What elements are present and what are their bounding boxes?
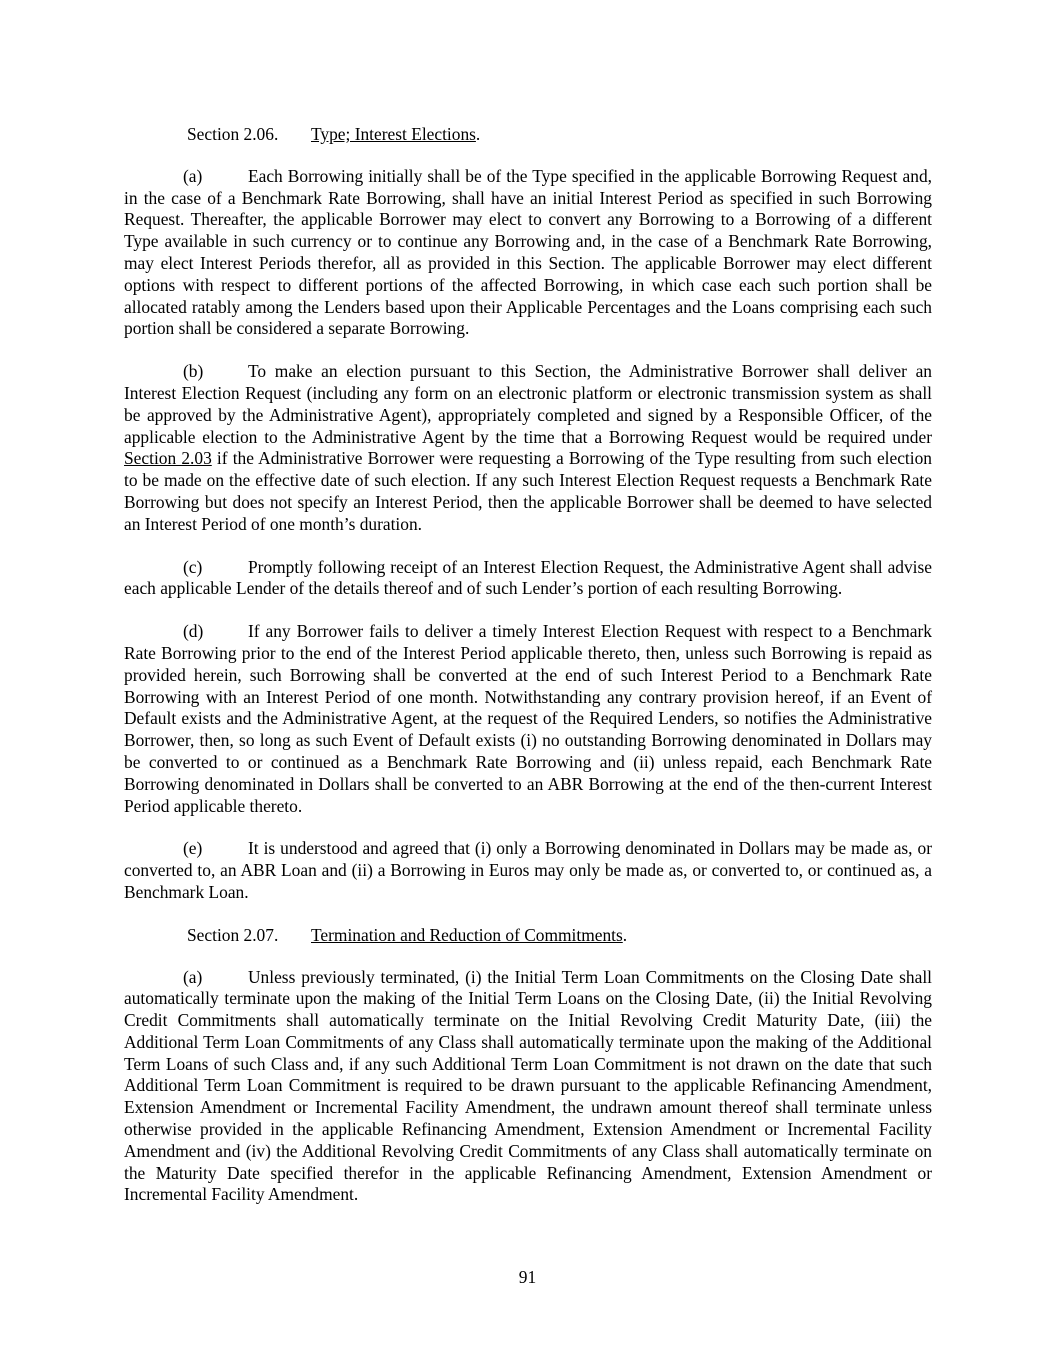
section-title: Termination and Reduction of Commitments xyxy=(311,924,623,945)
paragraph-a xyxy=(124,166,932,340)
paragraph-label: (c) xyxy=(183,556,203,577)
paragraph-text-continued: if the Administrative Borrower were requesting a Borrowing of the Type resulting from such election to be made on the effective date of such election. If any such Interest Election Request requests a Benchmark Rate Borrowing but does not specify an Interest Period, then the applicable Borrower shall be deemed to have selected an Interest Period of one month’s duration. xyxy=(124,448,932,534)
paragraph-text: If any Borrower fails to deliver a timely Interest Election Request with respect to a Benchmark Rate Borrowing prior to the end of the Interest Period applicable thereto, then, unless such Borrowing is repaid as provided herein, such Borrowing shall be converted at the end of such Interest Period to a Benchmark Rate Borrowing with an Interest Period of one month. Notwithstanding any contrary provision hereof, if an Event of Default exists and the Administrative Agent, at the request of the Required Lenders, so notifies the Administrative Borrower, then, so long as such Event of Default exists (i) no outstanding Borrowing denominated in Dollars may be converted to or continued as a Benchmark Rate Borrowing and (ii) unless repaid, each Benchmark Rate Borrowing denominated in Dollars shall be converted to an ABR Borrowing at the end of the then-current Interest Period applicable thereto. xyxy=(124,621,932,816)
section-2-07-heading xyxy=(124,925,932,947)
page-number: 91 xyxy=(518,1267,537,1287)
paragraph-text: Unless previously terminated, (i) the Initial Term Loan Commitments on the Closing Date shall automatically terminate upon the making of the Initial Term Loans on the Closing Date, (ii) the Initial Revolving Credit Commitments shall automatically terminate on the Initial Revolving Credit Maturity Date, (iii) the Additional Term Loan Commitments of any Class shall automatically terminate upon the making of the Additional Term Loans of such Class and, if any such Additional Term Loan Commitment is not drawn on the date that such Additional Term Loan Commitment is required to be drawn pursuant to the applicable Refinancing Amendment, Extension Amendment or Incremental Facility Amendment, the undrawn amount thereof shall terminate unless otherwise provided in the applicable Refinancing Amendment, Extension Amendment or Incremental Facility Amendment and (iv) the Additional Revolving Credit Commitments of any Class shall automatically terminate on the Maturity Date specified therefor in the applicable Refinancing Amendment, Extension Amendment or Incremental Facility Amendment. xyxy=(124,966,932,1205)
section-title-period: . xyxy=(622,924,628,945)
paragraph-label: (a) xyxy=(183,966,203,987)
paragraph-text: Promptly following receipt of an Interest Election Request, the Administrative Agent shall advise each applicable Lender of the details thereof and of such Lender’s portion of each resulting Borrowing. xyxy=(124,556,932,599)
paragraph-text: To make an election pursuant to this Section, the Administrative Borrower shall deliver an Interest Election Request (including any form on an electronic platform or electronic transmission system as shall be approved by the Administrative Agent), appropriately completed and signed by a Responsible Officer, of the applicable election to the Administrative Agent by the time that a Borrowing Request would be required under xyxy=(124,361,932,447)
paragraph-label: (d) xyxy=(183,621,204,642)
paragraph-c xyxy=(124,557,932,601)
paragraph-a xyxy=(124,967,932,1207)
section-title: Type; Interest Elections xyxy=(311,124,476,144)
paragraph-text: It is understood and agreed that (i) only a Borrowing denominated in Dollars may be made as, or converted to, an ABR Loan and (ii) a Borrowing in Euros may only be made as, or converted to, or continued as, a Benchmark Loan. xyxy=(124,838,932,902)
section-cross-reference: Section 2.03 xyxy=(124,448,212,469)
section-2-06-heading xyxy=(124,124,932,146)
document-page xyxy=(124,124,932,1227)
section-title-period: . xyxy=(475,124,481,144)
section-number: Section 2.07. xyxy=(187,924,279,945)
paragraph-label: (e) xyxy=(183,838,203,859)
paragraph-text: Each Borrowing initially shall be of the Type specified in the applicable Borrowing Request and, in the case of a Benchmark Rate Borrowing, shall have an initial Interest Period as specified in such Borrowing Request. Thereafter, the applicable Borrower may elect to convert any Borrowing to a Borrowing of a different Type available in such currency or to continue any Borrowing and, in the case of a Benchmark Rate Borrowing, may elect Interest Periods therefor, all as provided in this Section. The applicable Borrower may elect different options with respect to different portions of the affected Borrowing, in which case each such portion shall be allocated ratably among the Lenders based upon their Applicable Percentages and the Loans comprising each such portion shall be considered a separate Borrowing. xyxy=(124,165,932,339)
section-number: Section 2.06. xyxy=(187,124,279,144)
paragraph-e xyxy=(124,838,932,903)
paragraph-label: (b) xyxy=(183,361,204,382)
paragraph-label: (a) xyxy=(183,165,203,186)
paragraph-d xyxy=(124,621,932,817)
paragraph-b xyxy=(124,361,932,535)
